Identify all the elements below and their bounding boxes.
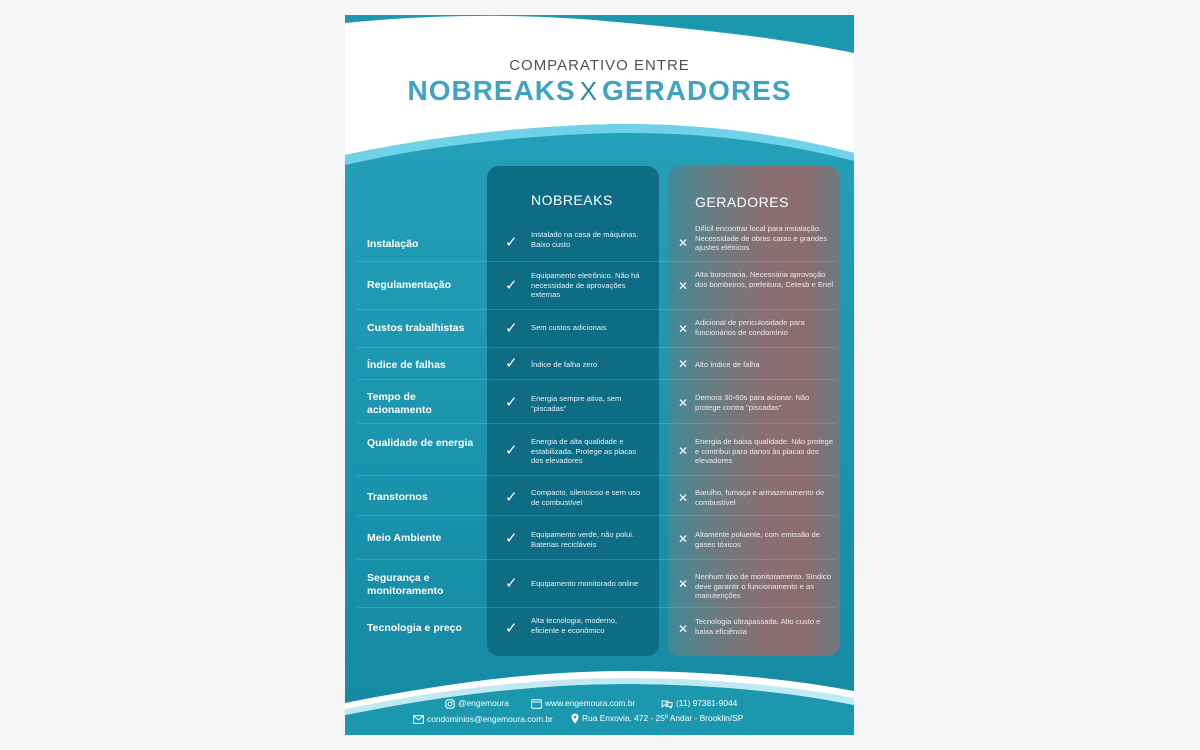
footer-phone[interactable] xyxy=(661,698,737,709)
street-address: Rua Enxovia, 472 - 25º Andar - Brooklin/SP xyxy=(582,713,744,723)
geradores-cell: Altamente poluente, com emissão de gases tóxicos xyxy=(695,530,820,549)
row-label: Instalação xyxy=(367,238,419,250)
comparison-row xyxy=(345,380,854,424)
check-icon: ✓ xyxy=(505,574,518,592)
nobreaks-cell: Equipamento eletrônico. Não há necessidade de aprovações externas xyxy=(531,271,640,300)
row-label: Tempo de acionamento xyxy=(367,391,432,416)
check-icon: ✓ xyxy=(505,354,518,372)
phone-number: (11) 97381-9044 xyxy=(676,698,738,708)
comparison-row xyxy=(345,608,854,652)
nobreaks-cell: Equipamento verde, não polui. Baterias recicláveis xyxy=(531,530,635,549)
comparison-row xyxy=(345,516,854,560)
nobreaks-cell: Alta tecnologia, moderno, eficiente e econômico xyxy=(531,616,618,635)
x-icon: ✕ xyxy=(678,322,689,336)
geradores-cell: Energia de baixa qualidade. Não protege e contribui para danos às placas dos elevadores xyxy=(695,437,834,466)
footer-instagram[interactable] xyxy=(445,698,509,709)
row-label: Regulamentação xyxy=(367,279,452,291)
row-label: Qualidade de energia xyxy=(367,437,474,449)
mail-icon xyxy=(413,715,424,724)
title-geradores: GERADORES xyxy=(602,75,792,106)
nobreaks-cell: Equipamento monitorado online xyxy=(531,579,639,588)
instagram-handle: @engemoura xyxy=(458,698,509,708)
nobreaks-cell: Energia sempre ativa, sem "piscadas" xyxy=(531,394,622,413)
geradores-cell: Difícil encontrar local para instalação. Necessidade de obras caras e grandes ajustes elétricos xyxy=(695,224,828,253)
title-versus: X xyxy=(579,76,599,106)
page-title xyxy=(345,75,854,107)
nobreaks-column-header: NOBREAKS xyxy=(531,192,613,208)
website-url: www.engemoura.com.br xyxy=(545,698,636,708)
check-icon: ✓ xyxy=(505,619,518,637)
comparison-row xyxy=(345,220,854,262)
geradores-cell: Adicional de periculosidade para funcionários de condomínio xyxy=(695,318,805,337)
row-label: Meio Ambiente xyxy=(367,532,442,544)
check-icon: ✓ xyxy=(505,488,518,506)
nobreaks-cell: Sem custos adicionais xyxy=(531,323,607,332)
comparison-row xyxy=(345,424,854,476)
x-icon: ✕ xyxy=(678,532,689,546)
geradores-cell: Barulho, fumaça e armazenamento de combustível xyxy=(695,488,825,507)
nobreaks-cell: Energia de alta qualidade e estabilizada. Protege as placas dos elevadores xyxy=(531,437,637,466)
check-icon: ✓ xyxy=(505,233,518,251)
geradores-cell: Alta burocracia. Necessária aprovação dos bombeiros, prefeitura, Cetesb e Enel xyxy=(695,270,834,289)
footer-website[interactable] xyxy=(531,698,635,709)
row-label: Custos trabalhistas xyxy=(367,322,465,334)
comparison-flyer xyxy=(345,15,854,735)
comparison-row xyxy=(345,262,854,310)
check-icon: ✓ xyxy=(505,319,518,337)
comparison-row xyxy=(345,310,854,348)
geradores-cell: Alto índice de falha xyxy=(695,360,760,369)
check-icon: ✓ xyxy=(505,529,518,547)
nobreaks-cell: Compacto, silencioso e sem uso de combustível xyxy=(531,488,641,507)
x-icon: ✕ xyxy=(678,491,689,505)
row-label: Tecnologia e preço xyxy=(367,622,462,634)
x-icon: ✕ xyxy=(678,577,689,591)
comparison-row xyxy=(345,348,854,380)
title-top: COMPARATIVO ENTRE xyxy=(509,57,690,74)
comparison-row xyxy=(345,560,854,608)
row-label: Transtornos xyxy=(367,491,428,503)
email-address: condominios@engemoura.com.br xyxy=(427,714,553,724)
geradores-cell: Tecnologia ultrapassada. Alto custo e baixa eficiência xyxy=(695,617,821,636)
row-label: Índice de falhas xyxy=(367,359,446,371)
x-icon: ✕ xyxy=(678,444,689,458)
footer-email[interactable] xyxy=(413,714,553,724)
comparison-row xyxy=(345,476,854,516)
x-icon: ✕ xyxy=(678,357,689,371)
location-pin-icon xyxy=(571,713,579,724)
nobreaks-cell: Índice de falha zero xyxy=(531,360,598,369)
geradores-cell: Demora 30-60s para acionar. Não protege contra "piscadas" xyxy=(695,393,810,412)
instagram-icon xyxy=(445,699,455,709)
x-icon: ✕ xyxy=(678,622,689,636)
nobreaks-cell: Instalado na casa de máquinas. Baixo custo xyxy=(531,230,639,249)
geradores-column-header: GERADORES xyxy=(695,194,789,210)
x-icon: ✕ xyxy=(678,279,689,293)
whatsapp-chat-icon xyxy=(661,699,673,709)
check-icon: ✓ xyxy=(505,276,518,294)
x-icon: ✕ xyxy=(678,236,689,250)
row-label: Segurança e monitoramento xyxy=(367,572,444,597)
browser-icon xyxy=(531,699,542,709)
check-icon: ✓ xyxy=(505,393,518,411)
footer-address xyxy=(571,713,743,724)
title-nobreaks: NOBREAKS xyxy=(407,75,576,106)
check-icon: ✓ xyxy=(505,441,518,459)
x-icon: ✕ xyxy=(678,396,689,410)
geradores-cell: Nenhum tipo de monitoramento. Síndico deve garantir o funcionamento e as manutenções xyxy=(695,572,831,601)
